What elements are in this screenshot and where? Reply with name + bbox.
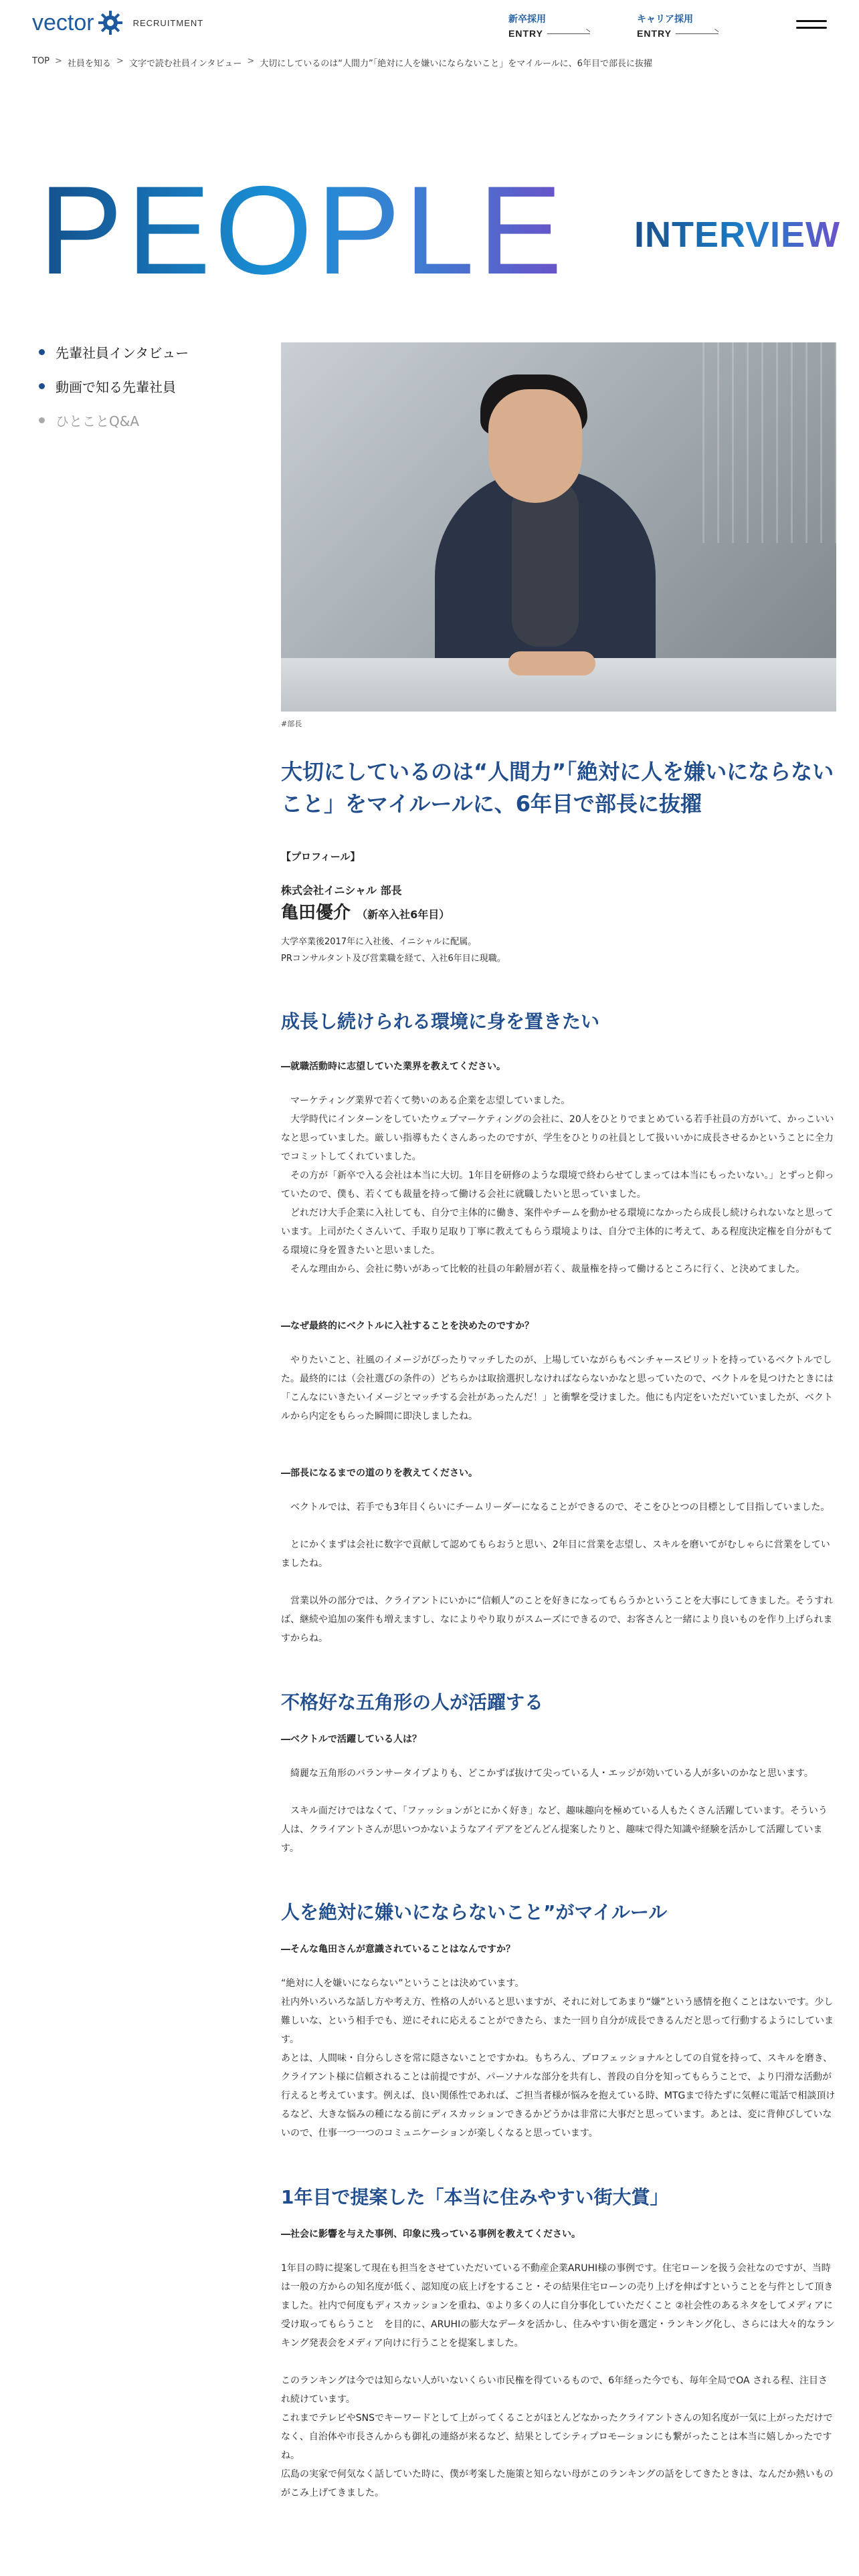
answer-paragraph: スキル面だけではなくて、「ファッションがとにかく好き」など、趣味趣向を極めている人もたくさん活躍しています。そういう人は、クライアントさんが思いつかないようなアイデアをどんどん提案したりと、趣味で得た知識や経験を活かして活躍しています。 (281, 1806, 828, 1854)
answer-paragraph: マーケティング業界で若くて勢いのある企業を志望していました。 (281, 1095, 571, 1107)
logo-gear-icon (97, 9, 124, 36)
interview-answer (281, 1091, 836, 1279)
section-title: 成長し続けられる環境に身を置きたい (281, 1010, 600, 1033)
entry-career-link[interactable] (637, 12, 731, 39)
answer-paragraph: このランキングは今では知らない人がいないくらい市民権を得ているもので、6年経った今でも、毎年全局でOA される程、注目され続けています。 (281, 2375, 828, 2405)
profile-label: 【プロフィール】 (281, 851, 361, 863)
breadcrumb-separator: > (55, 56, 62, 66)
site-header (0, 0, 859, 48)
article (281, 342, 836, 2502)
profile-name (281, 899, 836, 924)
interview-answer (281, 1498, 836, 1648)
answer-spacer (281, 2353, 836, 2371)
menu-bar-icon (796, 27, 827, 29)
breadcrumb-current: 大切にしているのは“人間力”「絶対に人を嫌いにならないこと」をマイルールに、6年目で部長に抜擢 (260, 59, 652, 69)
hero-title: PEOPLE (39, 160, 567, 300)
logo-wordmark: vector (32, 9, 94, 35)
answer-paragraph: とにかくまずは会社に数字で貢献して認めてもらおうと思い、2年目に営業を志望し、スキルを磨いてがむしゃらに営業をしていましたね。 (281, 1539, 830, 1570)
site-logo[interactable] (32, 9, 203, 36)
side-nav-item-videos[interactable] (39, 377, 240, 396)
interview-question: ―社会に影響を与えた事例、印象に残っている事例を教えてください。 (281, 2229, 581, 2240)
content-area (0, 342, 859, 2502)
answer-paragraph: 綺麗な五角形のバランサータイプよりも、どこかずば抜けて尖っている人・エッジが効いている人が多いのかなと思います。 (281, 1768, 814, 1780)
side-nav-label: 動画で知る先輩社員 (56, 379, 176, 395)
answer-paragraph: 広島の実家で何気なく話していた時に、僕が考案した施策と知らない母がこのランキングの話をしてきたときは、なんだか熱いものがこみ上げてきました。 (281, 2469, 834, 2499)
entry-new-graduate-entry: ENTRY (508, 28, 543, 39)
answer-paragraph: その方が「新卒で入る会社は本当に大切。1年目を研修のような環境で終わらせてしまっては本当にもったいない。」とずっと仰っていたので、僕も、若くても裁量を持って働ける会社に就職したいと思っていました。 (281, 1170, 834, 1200)
interview-photo (281, 342, 836, 712)
arrow-right-icon (676, 33, 719, 34)
profile-bio-line: PRコンサルタント及び営業職を経て、入社6年目に現職。 (281, 953, 506, 964)
interview-question: ―なぜ最終的にベクトルに入社することを決めたのですか？ (281, 1321, 534, 1332)
breadcrumb-people[interactable]: 社員を知る (67, 59, 111, 69)
answer-paragraph: “絶対に人を嫌いにならない”ということは決めています。 (281, 1978, 524, 1990)
bullet-dot-icon (39, 349, 45, 355)
answer-paragraph: やりたいこと、社風のイメージがぴったりマッチしたのが、上場していながらもベンチャースピリットを持っているベクトルでした。最終的には（会社選びの条件の）どちらかは取捨選択しなければならないかなと思っていたので、ベクトルを見つけたときには「こんなにいきたいイメージとマッチする会社があったんだ！」と衝撃を受けました。他にも内定をいただいていましたが、ベクトルから内定をもらった瞬間に即決しましたね。 (281, 1355, 834, 1422)
interview-answer (281, 1974, 836, 2143)
interview-question: ―就職活動時に志望していた業界を教えてください。 (281, 1061, 506, 1073)
interview-answer (281, 1351, 836, 1426)
interview-question: ―部長になるまでの道のりを教えてください。 (281, 1468, 478, 1479)
interview-answer (281, 2259, 836, 2502)
answer-paragraph: ベクトルでは、若手でも3年目くらいにチームリーダーになることができるので、そこをひとつの目標として目指していました。 (281, 1502, 830, 1513)
answer-paragraph: 社内外いろいろな話し方や考え方、性格の人がいると思いますが、それに対してあまり“嫌”という感情を抱くことはないです。少し難しいな、という相手でも、逆にそれに応えることができたら、また一回り自分が成長できるんだと思って行動するようにしています。 (281, 1997, 834, 2046)
answer-paragraph: どれだけ大手企業に入社しても、自分で主体的に働き、案件やチームを動かせる環境になかったら成長し続けられないなと思っています。上司がたくさんいて、手取り足取り丁寧に教えてもらう環境よりは、自分で主体的に考えて、ある程度決定権を自分がもてる環境に身を置きたいと思いました。 (281, 1208, 834, 1257)
entry-new-graduate-label: 新卒採用 (508, 14, 546, 25)
answer-paragraph: 1年目の時に提案して現在も担当をさせていただいている不動産企業ARUHI様の事例です。住宅ローンを扱う会社なのですが、当時は一般の方からの知名度が低く、認知度の底上げをすること・その結果住宅ローンの売り上げを伸ばすということを与件として頂きました。社内で何度もディスカッションを重ね、①より多くの人に自分事化していただくこと ②社会性のあるネタをしてメディアに受け取ってもらうこと を目的に、ARUHIの膨大なデータを活かし、住みやすい街を選定・ランキング化し、さらには大々的なランキング発表会をメディア向けに行うことを提案しました。 (281, 2263, 835, 2349)
photo-tag: #部長 (281, 720, 302, 728)
answer-paragraph: 営業以外の部分では、クライアントにいかに“信頼人”のことを好きになってもらうかということを大事にしてきました。そうすれば、継続や追加の案件も増えますし、なによりやり取りがスムーズにできるので、お客さんと一緒により良いものを作り上げられますからね。 (281, 1596, 834, 1644)
profile-name-note: （新卒入社6年目） (357, 908, 450, 921)
side-nav (39, 342, 240, 445)
section-title: 不格好な五角形の人が活躍する (281, 1691, 544, 1714)
breadcrumb-top[interactable]: TOP (32, 56, 50, 66)
entry-new-graduate-link[interactable] (508, 12, 602, 39)
breadcrumb-separator: > (247, 56, 255, 66)
interview-question: ―ベクトルで活躍している人は？ (281, 1734, 421, 1745)
answer-paragraph: あとは、人間味・自分らしさを常に隠さないことですかね。もちろん、プロフェッショナルとしての自覚を持って、スキルを磨き、クライアント様に信頼されることは前提ですが、パーソナルな部分を共有し、普段の自分を知ってもらうことで、より円滑な活動が行えると考えています。例えば、良い関係性であれば、ご担当者様が悩みを抱えている時、MTGまで待たずに気軽に電話で相談頂けるなど、大きな悩みの種になる前にディスカッションできるかどうかは非常に大事だと思っています。あとは、変に背伸びしていないので、仕事一つ一つのコミュニケーションが楽しくなると思っています。 (281, 2053, 836, 2139)
logo-subtitle: RECRUITMENT (132, 17, 204, 28)
hero (0, 48, 859, 300)
answer-paragraph: これまでテレビやSNSでキーワードとして上がってくることがほとんどなかったクライアントさんの知名度が一気に上がっただけでなく、自治体や市長さんからも御礼の連絡が来るなど、結果としてシティプロモーションにも繋がったことは本当に嬉しかったですね。 (281, 2413, 833, 2462)
menu-bar-icon (796, 20, 827, 22)
answer-paragraph: 大学時代にインターンをしていたウェブマーケティングの会社に、20人をひとりでまとめている若手社員の方がいて、かっこいいなと思っていました。厳しい指導もたくさんあったのですが、学生をひとりの社員として扱いいかに成長させるかということに全力でコミットしてくれていました。 (281, 1114, 834, 1163)
side-nav-item-interviews[interactable] (39, 342, 240, 362)
side-nav-item-qa[interactable] (39, 411, 240, 430)
side-nav-label: ひとことQ&A (56, 413, 140, 429)
hamburger-menu-button[interactable] (796, 20, 827, 31)
interview-question: ―そんな亀田さんが意識されていることはなんですか？ (281, 1944, 515, 1955)
bullet-dot-icon (39, 383, 45, 389)
article-headline: 大切にしているのは“人間力”「絶対に人を嫌いにならないこと」をマイルールに、6年目で部長に抜擢 (281, 759, 834, 817)
entry-career-label: キャリア採用 (637, 14, 693, 25)
answer-paragraph: そんな理由から、会社に勢いがあって比較的社員の年齢層が若く、裁量権を持って働けるところに行く、と決めてました。 (281, 1264, 805, 1275)
bullet-dot-icon (39, 417, 45, 423)
hero-subtitle: INTERVIEW (634, 215, 840, 255)
profile-name-text: 亀田優介 (281, 903, 351, 923)
arrow-right-icon (547, 33, 590, 34)
breadcrumb-separator: > (116, 56, 124, 66)
profile-company: 株式会社イニシャル 部長 (281, 884, 402, 897)
section-title: 1年目で提案した「本当に住みやすい街大賞」 (281, 2186, 669, 2209)
profile-bio (281, 934, 836, 967)
profile-bio-line: 大学卒業後2017年に入社後、イニシャルに配属。 (281, 937, 477, 947)
entry-career-entry: ENTRY (637, 28, 672, 39)
section-title: 人を絶対に嫌いにならないこと”がマイルール (281, 1901, 668, 1924)
interview-answer (281, 1764, 836, 1858)
side-nav-label: 先輩社員インタビュー (56, 345, 189, 361)
breadcrumb-interviews[interactable]: 文字で読む社員インタビュー (128, 59, 242, 69)
